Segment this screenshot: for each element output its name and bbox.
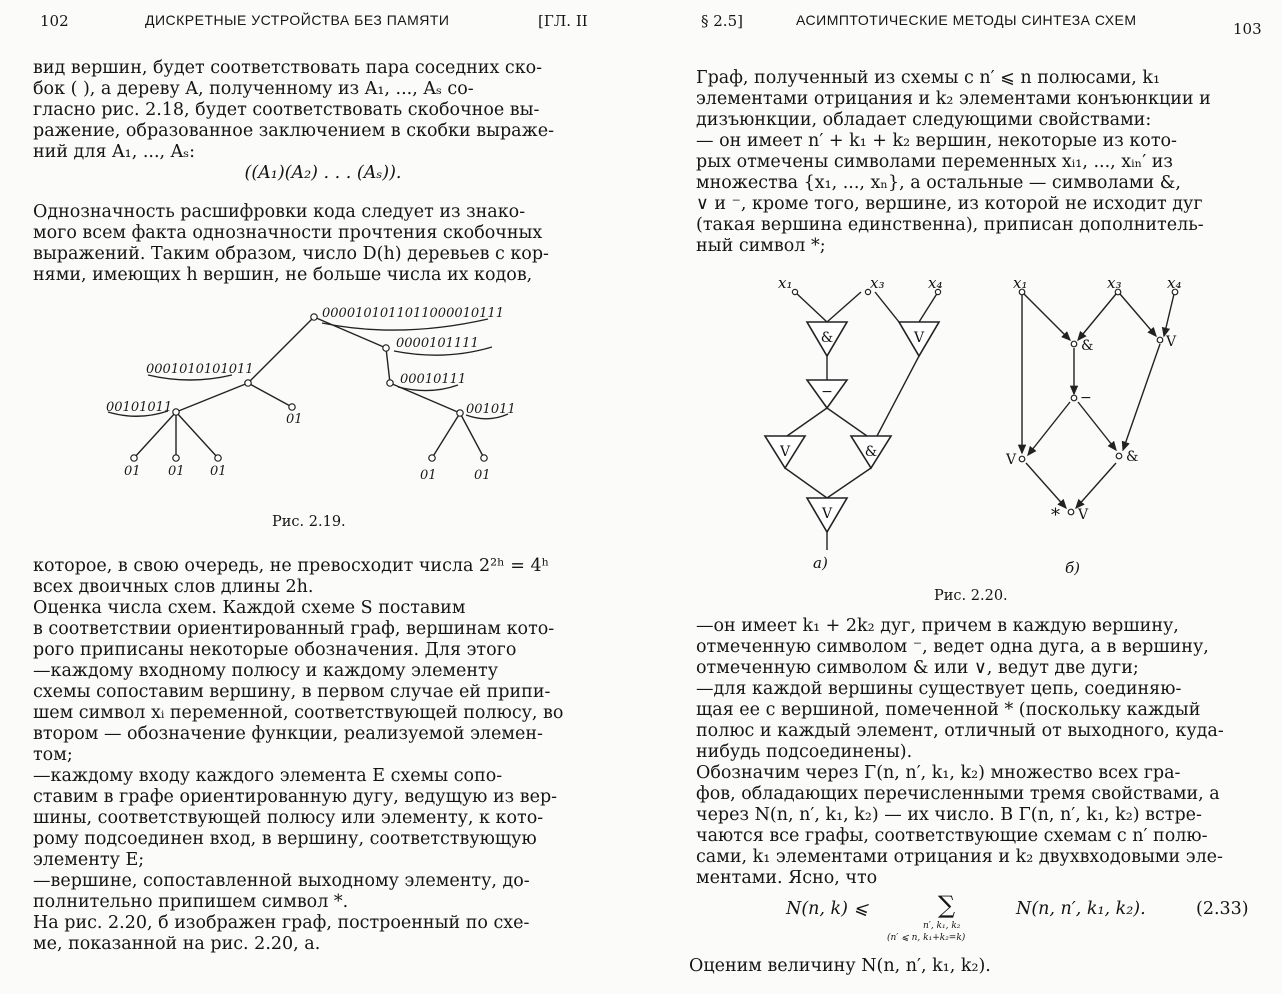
text-line: Однозначность расшифровки кода следует из знако- — [33, 202, 526, 222]
text-line: выражений. Таким образом, число D(h) деревьев с кор- — [33, 244, 549, 264]
text-line: шины, соответствующей полюсу или элементу, к кото- — [33, 808, 544, 828]
node-label-or: V — [1006, 452, 1017, 468]
text-line: На рис. 2.20, б изображен граф, построенный по схе- — [33, 913, 530, 933]
equation-rhs: N(n, n′, k₁, k₂). — [1016, 899, 1146, 919]
gate-label-or: V — [821, 506, 833, 522]
figure-2-20 — [641, 270, 1282, 590]
formula: ((A₁)(A₂) . . . (Aₛ)). — [244, 163, 402, 183]
text-line: сами, k₁ элементами отрицания и k₂ двухвходовыми эле- — [696, 847, 1223, 867]
running-title: ДИСКРЕТНЫЕ УСТРОЙСТВА БЕЗ ПАМЯТИ — [145, 12, 450, 28]
tree-node — [481, 455, 487, 461]
text-line: гласно рис. 2.18, будет соответствовать скобочное вы- — [33, 100, 540, 120]
text-line: ставим в графе ориентированную дугу, ведущую из вер- — [33, 787, 558, 807]
page-number: 103 — [1233, 20, 1262, 38]
text-line: ∨ и ⁻, кроме того, вершине, из которой не исходит дуг — [696, 194, 1203, 214]
tree-code-label: 001011 — [466, 402, 516, 417]
text-line: бок ( ), а дереву A, полученному из A₁, ..., Aₛ со- — [33, 79, 474, 99]
paragraph-block-2 — [696, 616, 1256, 889]
text-line: чаются все графы, соответствующие схемам с n′ полю- — [696, 826, 1208, 846]
tree-leaf-label: 01 — [474, 468, 491, 483]
input-label: x₁ — [778, 274, 793, 292]
tree-node — [311, 314, 317, 320]
text-line: дизъюнкции, обладает следующими свойствами: — [696, 110, 1152, 130]
text-line: Оценим величину N(n, n′, k₁, k₂). — [689, 956, 991, 976]
text-line: схемы сопоставим вершину, в первом случае ей припи- — [33, 682, 551, 702]
tree-code-label: 00101011 — [106, 400, 173, 415]
input-label: x₃ — [1107, 274, 1122, 292]
text-line: —для каждой вершины существует цепь, соединяю- — [696, 679, 1182, 699]
paragraph-block-3 — [33, 556, 593, 955]
text-line: всех двоичных слов длины 2h. — [33, 577, 314, 597]
input-label: x₁ — [1013, 274, 1028, 292]
text-line: шем символ xᵢ переменной, соответствующей полюсу, во — [33, 703, 564, 723]
text-line: рому подсоединен вход, в вершину, соответствующую — [33, 829, 537, 849]
text-line: полюс и каждый элемент, отличный от выходного, куда- — [696, 721, 1224, 741]
node-label-or: V — [1166, 334, 1177, 350]
sum-symbol: ∑ — [938, 891, 956, 919]
tree-node — [173, 409, 179, 415]
text-line: ний для A₁, ..., Aₛ: — [33, 142, 196, 162]
tree-code-label: 0000101011011000010111 — [322, 306, 504, 321]
output-star: * — [1051, 505, 1060, 526]
input-label: x₃ — [870, 274, 885, 292]
text-line: Граф, полученный из схемы с n′ ⩽ n полюсами, k₁ — [696, 68, 1161, 88]
gate-label-not: − — [821, 384, 833, 400]
text-line: Оценка числа схем. Каждой схеме S поставим — [33, 598, 466, 618]
tree-leaf-label: 01 — [168, 464, 185, 479]
tree-leaf-label: 01 — [124, 464, 141, 479]
text-line: —каждому входу каждого элемента E схемы сопо- — [33, 766, 503, 786]
text-line: элементами отрицания и k₂ элементами конъюнкции и — [696, 89, 1211, 109]
tree-node — [387, 380, 393, 386]
sum-subscript-2: (n′ ⩽ n, k₁+k₂=k) — [887, 933, 966, 943]
chapter-label: [ГЛ. II — [538, 12, 588, 30]
equation-lhs: N(n, k) ⩽ — [786, 899, 869, 919]
text-line: —он имеет k₁ + 2k₂ дуг, причем в каждую вершину, — [696, 616, 1179, 636]
figure-2-19-caption: Рис. 2.19. — [272, 514, 346, 530]
gate-label-and: & — [820, 330, 834, 346]
text-line: рых отмечены символами переменных xᵢ₁, ..., xᵢₙ′ из — [696, 152, 1173, 172]
gate-label-and: & — [864, 444, 878, 460]
paragraph-block-1 — [696, 68, 1256, 257]
text-line: — он имеет n′ + k₁ + k₂ вершин, некоторые из кото- — [696, 131, 1177, 151]
figure-2-20-caption: Рис. 2.20. — [934, 588, 1008, 604]
text-line: —вершине, сопоставленной выходному элементу, до- — [33, 871, 530, 891]
tree-node — [173, 455, 179, 461]
closing-line — [689, 956, 1249, 977]
text-line: отмеченную символом & или ∨, ведут две дуги; — [696, 658, 1139, 678]
text-line: щая ее с вершиной, помеченной * (поскольку каждый — [696, 700, 1201, 720]
graph-diagram-b — [1005, 274, 1181, 577]
text-line: которое, в свою очередь, не превосходит числа 2²ʰ = 4ʰ — [33, 556, 550, 576]
section-label: § 2.5] — [701, 12, 743, 30]
equation-number: (2.33) — [1196, 899, 1249, 919]
tree-node — [245, 380, 251, 386]
figure-2-19-tree — [0, 295, 641, 495]
text-line: втором — обозначение функции, реализуемой элемен- — [33, 724, 543, 744]
text-line: нями, имеющих h вершин, не больше числа их кодов, — [33, 265, 533, 285]
tree-code-label: 00010111 — [400, 372, 467, 387]
text-line: полнительно припишем символ *. — [33, 892, 349, 912]
text-line: фов, обладающих перечисленными тремя свойствами, а — [696, 784, 1220, 804]
sublabel-b: б) — [1065, 559, 1081, 577]
running-title: АСИМПТОТИЧЕСКИЕ МЕТОДЫ СИНТЕЗА СХЕМ — [796, 12, 1137, 28]
tree-node — [457, 410, 463, 416]
text-line: ный символ *; — [696, 236, 826, 256]
tree-node — [383, 345, 389, 351]
text-line: ментами. Ясно, что — [696, 868, 878, 888]
tree-node — [215, 455, 221, 461]
text-line: нибудь подсоединены). — [696, 742, 913, 762]
text-line: вид вершин, будет соответствовать пара соседних ско- — [33, 58, 543, 78]
text-line: элементу E; — [33, 850, 145, 870]
text-line: мого всем факта однозначности прочтения скобочных — [33, 223, 543, 243]
tree-node — [429, 455, 435, 461]
tree-leaf-label: 01 — [286, 412, 303, 427]
text-line: ме, показанной на рис. 2.20, а. — [33, 934, 321, 954]
input-label: x₄ — [928, 274, 943, 292]
text-line: том; — [33, 745, 73, 765]
tree-code-label: 0001010101011 — [146, 362, 254, 377]
page-number: 102 — [40, 12, 69, 30]
right-page-header — [641, 12, 1282, 36]
circuit-diagram-a — [765, 274, 942, 572]
text-line: отмеченную символом ⁻, ведет одна дуга, а в вершину, — [696, 637, 1209, 657]
node-label-and: & — [1126, 449, 1139, 465]
paragraph-block-2 — [33, 202, 593, 286]
left-page-header — [0, 12, 641, 36]
text-line: множества {x₁, ..., xₙ}, а остальные — символами &, — [696, 173, 1181, 193]
text-line: (такая вершина единственна), приписан дополнитель- — [696, 215, 1204, 235]
sublabel-a: а) — [813, 554, 828, 572]
equation-2-33 — [641, 893, 1282, 953]
sum-subscript-1: n′, k₁, k₂ — [923, 921, 961, 931]
tree-leaf-label: 01 — [420, 468, 437, 483]
node-label-and: & — [1081, 338, 1094, 354]
tree-code-label: 0000101111 — [396, 336, 479, 351]
tree-node — [131, 455, 137, 461]
right-page — [641, 0, 1282, 994]
text-line: ражение, образованное заключением в скобки выраже- — [33, 121, 554, 141]
paragraph-block-1 — [33, 58, 593, 184]
tree-node — [289, 404, 295, 410]
text-line: через N(n, n′, k₁, k₂) — их число. В Γ(n, n′, k₁, k₂) встре- — [696, 805, 1202, 825]
input-label: x₄ — [1167, 274, 1182, 292]
gate-label-or: V — [779, 444, 791, 460]
tree-leaf-label: 01 — [210, 464, 227, 479]
text-line: Обозначим через Γ(n, n′, k₁, k₂) множество всех гра- — [696, 763, 1181, 783]
gate-label-or: V — [913, 330, 925, 346]
node-label-not: − — [1080, 390, 1092, 406]
node-label-or: V — [1078, 507, 1089, 523]
text-line: в соответствии ориентированный граф, вершинам кото- — [33, 619, 555, 639]
text-line: рого приписаны некоторые обозначения. Для этого — [33, 640, 517, 660]
text-line: —каждому входному полюсу и каждому элементу — [33, 661, 499, 681]
